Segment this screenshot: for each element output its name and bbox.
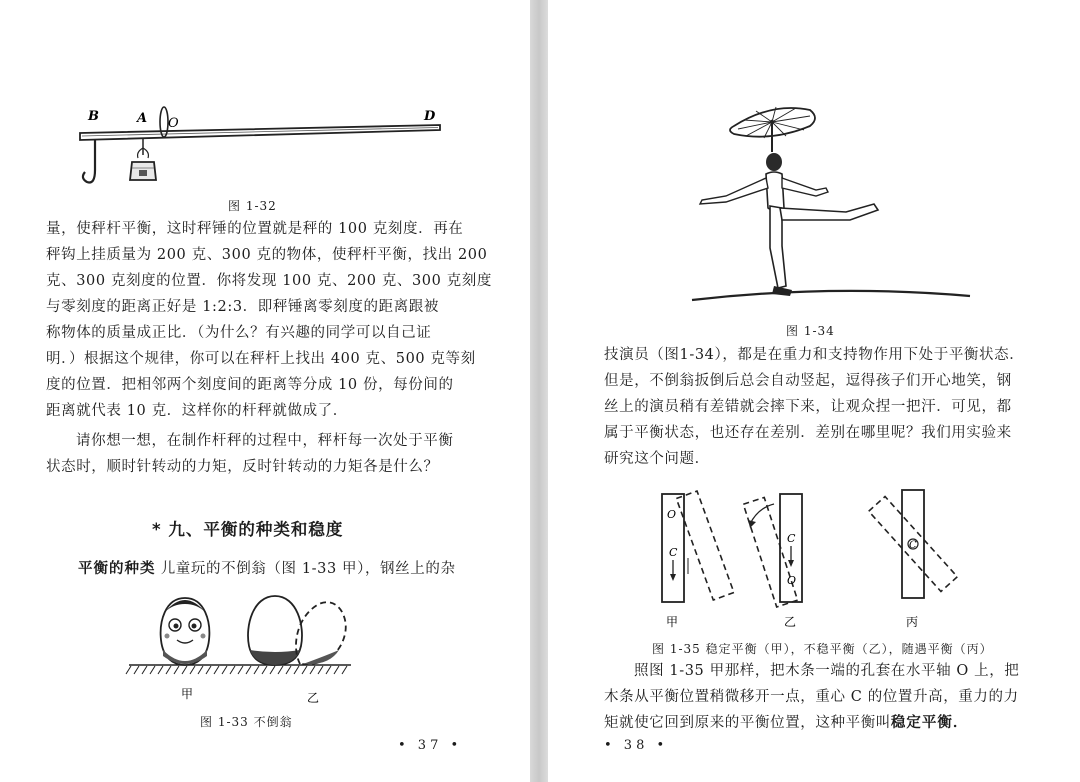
body-paragraph-2 <box>46 428 466 480</box>
subsection-text: 儿童玩的不倒翁（图 1-33 甲），钢丝上的杂 <box>155 561 456 577</box>
figure-caption-1-33: 图 1-33 不倒翁 <box>200 715 293 729</box>
text-line: 研究这个问题． <box>604 451 710 467</box>
text-line: 丝上的演员稍有差错就会摔下来，让观众捏一把汗．可见，都 <box>604 399 1012 415</box>
figure-caption-1-35: 图 1-35 稳定平衡（甲），不稳平衡（乙），随遇平衡（丙） <box>652 642 993 656</box>
label-o: O <box>168 116 179 131</box>
steelyard-beam <box>80 125 440 140</box>
figure-label-bing: 丙 <box>906 615 919 629</box>
label-d: D <box>424 109 436 124</box>
text-line: 距离就代表 10 克．这样你的杆秤就做成了． <box>46 403 348 419</box>
text-line: 矩就使它回到原来的平衡位置，这种平衡叫 <box>604 715 891 731</box>
equilibrium-figure <box>648 484 988 634</box>
right-page <box>548 0 1080 782</box>
text-line: 明．）根据这个规律，你可以在秤杆上找出 400 克、500 克等刻 <box>46 351 476 367</box>
figure-label-yi: 乙 <box>784 615 797 629</box>
tumbler-doll-icon <box>161 598 210 665</box>
figure-label-jia: 甲 <box>181 687 194 701</box>
pivot-label: O <box>787 574 797 587</box>
text-line: 木条从平衡位置稍微移开一点，重心 C 的位置升高，重力的力 <box>604 689 1019 705</box>
body-paragraph-4 <box>604 658 1044 736</box>
stick-stable <box>662 491 734 602</box>
key-term: 稳定平衡． <box>890 715 969 731</box>
text-line: 照图 1-35 甲那样，把木条一端的孔套在水平轴 O 上，把 <box>634 663 1020 679</box>
figure-caption-1-34: 图 1-34 <box>786 324 835 338</box>
text-line: 但是，不倒翁扳倒后总会自动竖起，逗得孩子们开心地笑，钢 <box>604 373 1012 389</box>
center-label: C <box>787 532 796 545</box>
center-label: C <box>669 546 678 559</box>
hook-icon <box>83 140 95 183</box>
figure-caption-1-32: 图 1-32 <box>228 199 277 213</box>
left-page <box>0 0 530 782</box>
text-line: 克、300 克刻度的位置．你将发现 100 克、200 克、300 克刻度 <box>46 273 492 289</box>
steelyard-figure <box>70 100 450 195</box>
page-number: • 37 • <box>398 738 463 753</box>
tumbler-shell-icon <box>248 596 346 665</box>
figure-label-yi: 乙 <box>307 691 320 705</box>
text-line: 称物体的质量成正比．（为什么？有兴趣的同学可以自己证 <box>46 325 432 341</box>
tumbler-figure <box>125 590 355 710</box>
pivot-label: O <box>667 508 677 521</box>
page-number: • 38 • <box>604 738 669 753</box>
label-b: B <box>88 109 99 124</box>
text-line: 秤钩上挂质量为 200 克、300 克的物体，使秤杆平衡，找出 200 <box>46 247 488 263</box>
text-line: 技演员（图1-34），都是在重力和支持物作用下处于平衡状态． <box>604 347 1025 363</box>
acrobat-figure <box>686 96 976 316</box>
center-label: C <box>909 540 917 551</box>
body-paragraph-3 <box>604 342 1044 472</box>
acrobat-icon <box>700 153 878 296</box>
text-line: 与零刻度的距离正好是 1:2:3．即秤锤离零刻度的距离跟被 <box>46 299 439 315</box>
stick-unstable <box>743 494 802 607</box>
text-line: 状态时，顺时针转动的力矩，反时针转动的力矩各是什么？ <box>46 459 439 475</box>
label-a: A <box>137 111 148 126</box>
figure-label-jia: 甲 <box>666 615 679 629</box>
text-line: 属于平衡状态，也还存在差别．差别在哪里呢？我们用实验来 <box>604 425 1012 441</box>
text-line: 度的位置．把相邻两个刻度间的距离等分成 10 份，每份间的 <box>46 377 454 393</box>
book-gutter <box>530 0 548 782</box>
subsection-intro <box>78 556 478 582</box>
body-paragraph-1 <box>46 216 492 424</box>
text-line: 请你想一想，在制作杆秤的过程中，秤杆每一次处于平衡 <box>76 433 454 449</box>
section-title: * 九、平衡的种类和稳度 <box>152 520 344 539</box>
subsection-term: 平衡的种类 <box>78 561 156 577</box>
parasol-icon <box>730 107 815 152</box>
tightrope <box>692 291 970 300</box>
text-line: 量，使秤杆平衡，这时秤锤的位置就是秤的 100 克刻度．再在 <box>46 221 464 237</box>
stick-neutral <box>869 490 958 598</box>
